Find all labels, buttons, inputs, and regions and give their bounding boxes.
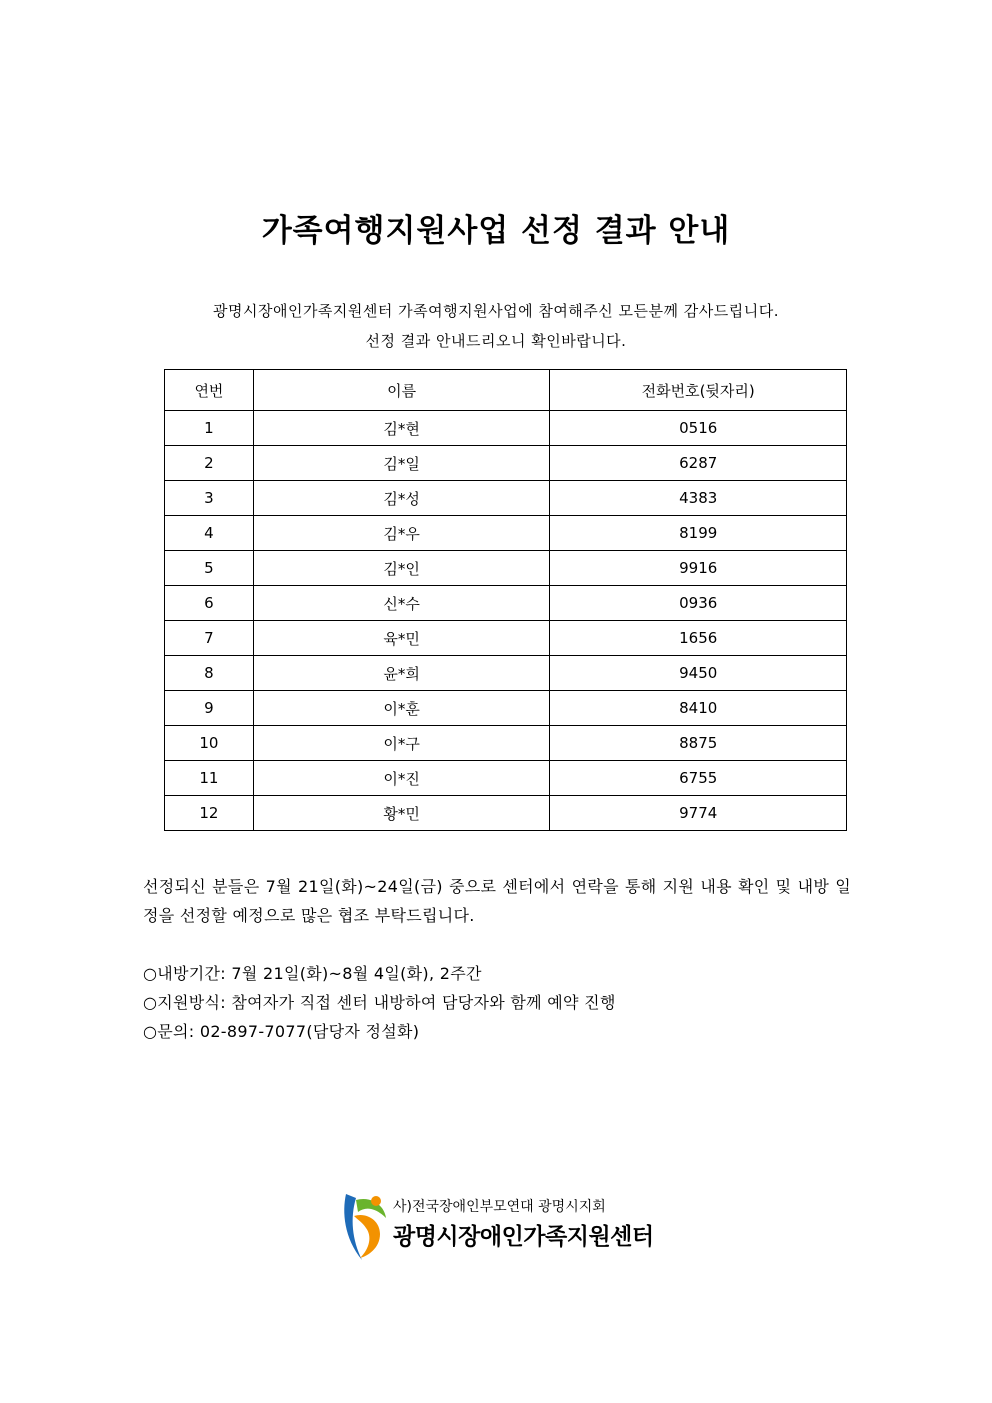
row-name: 신*수 [253, 586, 550, 621]
row-number: 10 [165, 726, 254, 761]
row-name: 김*우 [253, 516, 550, 551]
row-phone: 8199 [550, 516, 847, 551]
row-name: 황*민 [253, 796, 550, 831]
row-phone: 1656 [550, 621, 847, 656]
notice-paragraph: 선정되신 분들은 7월 21일(화)~24일(금) 중으로 센터에서 연락을 통해 지원 내용 확인 및 내방 일정을 선정할 예정으로 많은 협조 부탁드립니다. [143, 877, 851, 925]
center-name: 광명시장애인가족지원센터 [393, 1224, 654, 1250]
intro-line-1: 광명시장애인가족지원센터 가족여행지원사업에 참여해주신 모든분께 감사드립니다. [213, 302, 779, 320]
row-phone: 9916 [550, 551, 847, 586]
row-name: 이*진 [253, 761, 550, 796]
row-number: 9 [165, 691, 254, 726]
parent-organization-name: 사)전국장애인부모연대 광명시지회 [393, 1199, 606, 1215]
table-row [165, 516, 847, 551]
row-number: 5 [165, 551, 254, 586]
row-number: 8 [165, 656, 254, 691]
table-row [165, 656, 847, 691]
page-title: 가족여행지원사업 선정 결과 안내 [261, 213, 731, 249]
row-name: 김*현 [253, 411, 550, 446]
table-row [165, 411, 847, 446]
support-method-item: ○지원방식: 참여자가 직접 센터 내방하여 담당자와 함께 예약 진행 [143, 993, 616, 1012]
row-phone: 0516 [550, 411, 847, 446]
row-name: 이*훈 [253, 691, 550, 726]
row-number: 7 [165, 621, 254, 656]
row-number: 1 [165, 411, 254, 446]
table-row [165, 446, 847, 481]
row-number: 6 [165, 586, 254, 621]
table-row [165, 621, 847, 656]
table-row [165, 691, 847, 726]
row-name: 이*구 [253, 726, 550, 761]
intro-line-2: 선정 결과 안내드리오니 확인바랍니다. [365, 332, 627, 350]
row-phone: 9774 [550, 796, 847, 831]
table-row [165, 796, 847, 831]
row-name: 김*일 [253, 446, 550, 481]
row-number: 3 [165, 481, 254, 516]
row-phone: 6287 [550, 446, 847, 481]
row-phone: 4383 [550, 481, 847, 516]
row-phone: 8875 [550, 726, 847, 761]
table-row [165, 586, 847, 621]
table-header-row [165, 370, 847, 411]
header-number: 연번 [165, 370, 254, 411]
row-name: 육*민 [253, 621, 550, 656]
row-phone: 9450 [550, 656, 847, 691]
header-phone: 전화번호(뒷자리) [550, 370, 847, 411]
row-phone: 0936 [550, 586, 847, 621]
row-phone: 8410 [550, 691, 847, 726]
selection-result-table [164, 369, 847, 831]
organization-logo [340, 1190, 670, 1265]
info-list [143, 959, 851, 1046]
row-number: 12 [165, 796, 254, 831]
row-number: 11 [165, 761, 254, 796]
intro-text [0, 296, 992, 356]
row-number: 4 [165, 516, 254, 551]
row-number: 2 [165, 446, 254, 481]
row-name: 김*인 [253, 551, 550, 586]
row-name: 김*성 [253, 481, 550, 516]
header-name: 이름 [253, 370, 550, 411]
contact-item: ○문의: 02-897-7077(담당자 정설화) [143, 1022, 420, 1041]
visit-period-item: ○내방기간: 7월 21일(화)~8월 4일(화), 2주간 [143, 964, 482, 983]
center-emblem-icon [340, 1190, 390, 1262]
table-row [165, 551, 847, 586]
row-phone: 6755 [550, 761, 847, 796]
row-name: 윤*희 [253, 656, 550, 691]
table-row [165, 726, 847, 761]
table-row [165, 481, 847, 516]
table-row [165, 761, 847, 796]
